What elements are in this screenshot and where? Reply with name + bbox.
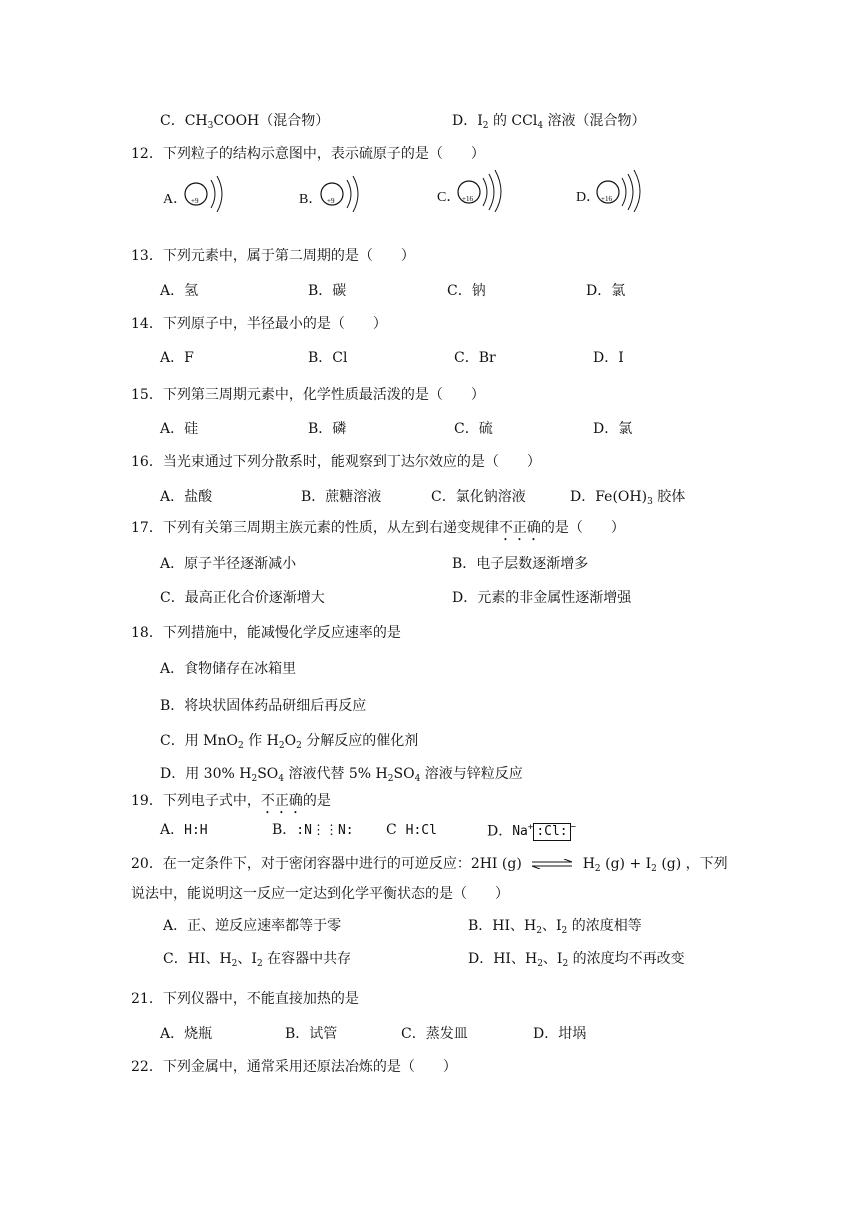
- nucleus-label: +16: [601, 195, 612, 203]
- q19-option-c: C H:Cl: [386, 822, 437, 838]
- q11-option-d: D．$I_2$ 的 CCl$_4$ 溶液（混合物）: [452, 113, 646, 131]
- q20-option-d: D．HI、$H_2$、$I_2$ 的浓度均不再改变: [468, 951, 685, 969]
- q16-option-b: B．蔗糖溶液: [301, 489, 382, 505]
- q20-stem-line2: 说法中，能说明这一反应一定达到化学平衡状态的是（ ）: [131, 886, 509, 902]
- q16-option-c: C．氯化钠溶液: [431, 489, 526, 505]
- atom-diagram-c: [453, 166, 533, 212]
- q18-option-a: A．食物储存在冰箱里: [160, 661, 297, 677]
- q20-stem-line1: 20．在一定条件下，对于密闭容器中进行的可逆反应：2HI (g) $H_2$ $(g) + I_2$ (g) ，下列: [131, 856, 728, 874]
- q20-option-a: A．正、逆反应速率都等于零: [163, 918, 342, 934]
- q19-option-b: B．:N⋮⋮N:: [272, 822, 354, 838]
- atom-diagram-b: [315, 172, 385, 212]
- q16-option-a: A．盐酸: [160, 489, 213, 505]
- q19-option-d: D．Na+ :Cl: −: [487, 823, 577, 840]
- q20-option-b: B．HI、$H_2$、$I_2$ 的浓度相等: [468, 918, 642, 936]
- q17-stem: 17．下列有关第三周期主族元素的性质，从左到右递变规律不正确的是（ ）: [131, 520, 625, 536]
- q18-stem: 18．下列措施中，能减慢化学反应速率的是: [131, 625, 401, 641]
- q15-option-d: D．氯: [593, 421, 633, 437]
- q13-option-c: C．钠: [447, 283, 486, 299]
- q16-stem: 16．当光束通过下列分散系时，能观察到丁达尔效应的是（ ）: [131, 454, 541, 470]
- q21-option-b: B．试管: [285, 1026, 338, 1042]
- q14-option-c: C．Br: [454, 350, 496, 366]
- q15-option-b: B．磷: [308, 421, 347, 437]
- q13-option-a: A．氢: [160, 283, 199, 299]
- nucleus-label: +9: [191, 197, 199, 205]
- q21-option-d: D．坩埚: [533, 1026, 587, 1042]
- q13-option-d: D．氯: [586, 283, 626, 299]
- q17-option-c: C．最高正化合价逐渐增大: [160, 590, 325, 606]
- q15-stem: 15．下列第三周期元素中，化学性质最活泼的是（ ）: [131, 387, 485, 403]
- q22-stem: 22．下列金属中，通常采用还原法冶炼的是（ ）: [131, 1059, 457, 1075]
- nucleus-label: +9: [327, 197, 335, 205]
- electron-formula-b: :N⋮⋮N:: [296, 823, 354, 838]
- q13-option-b: B．碳: [308, 283, 347, 299]
- q16-option-d: D．$Fe(OH)_3$ 胶体: [570, 489, 686, 507]
- electron-formula-a: H:H: [184, 823, 208, 838]
- q18-option-c: C．用 MnO$_2$ 作 $H_2O_2$ 分解反应的催化剂: [160, 733, 419, 751]
- nucleus-label: +16: [462, 195, 473, 203]
- electron-formula-c: H:Cl: [405, 823, 437, 838]
- reversible-arrow-icon: [530, 859, 574, 869]
- q13-stem: 13．下列元素中，属于第二周期的是（ ）: [131, 248, 415, 264]
- q15-option-a: A．硅: [160, 421, 199, 437]
- q19-option-a: A．H:H: [160, 822, 208, 838]
- electron-formula-d: Na+ :Cl: −: [512, 823, 577, 840]
- atom-diagram-a: [179, 172, 249, 212]
- q15-option-c: C．硫: [454, 421, 493, 437]
- q21-option-c: C．蒸发皿: [401, 1026, 468, 1042]
- atom-diagram-d: [592, 166, 672, 212]
- q21-option-a: A．烧瓶: [160, 1026, 213, 1042]
- q21-stem: 21．下列仪器中，不能直接加热的是: [131, 991, 359, 1007]
- q17-option-d: D．元素的非金属性逐渐增强: [452, 590, 632, 606]
- q12-stem: 12．下列粒子的结构示意图中，表示硫原子的是（ ）: [131, 146, 485, 162]
- q14-option-d: D．I: [593, 350, 624, 366]
- q14-option-a: A．F: [160, 350, 194, 366]
- q20-option-c: C．HI、$H_2$、$I_2$ 在容器中共存: [163, 951, 352, 969]
- q17-option-b: B．电子层数逐渐增多: [452, 556, 589, 572]
- q14-option-b: B．Cl: [308, 350, 348, 366]
- q14-stem: 14．下列原子中，半径最小的是（ ）: [131, 316, 387, 332]
- q18-option-d: D．用 30% $H_2SO_4$ 溶液代替 5% $H_2SO_4$ 溶液与锌粒反应: [160, 766, 523, 784]
- q17-option-a: A．原子半径逐渐减小: [160, 556, 297, 572]
- q18-option-b: B．将块状固体药品研细后再反应: [160, 698, 367, 714]
- q11-option-c: C．$CH_3COOH$（混合物）: [160, 113, 330, 131]
- q19-stem: 19．下列电子式中，不正确的是: [131, 793, 331, 809]
